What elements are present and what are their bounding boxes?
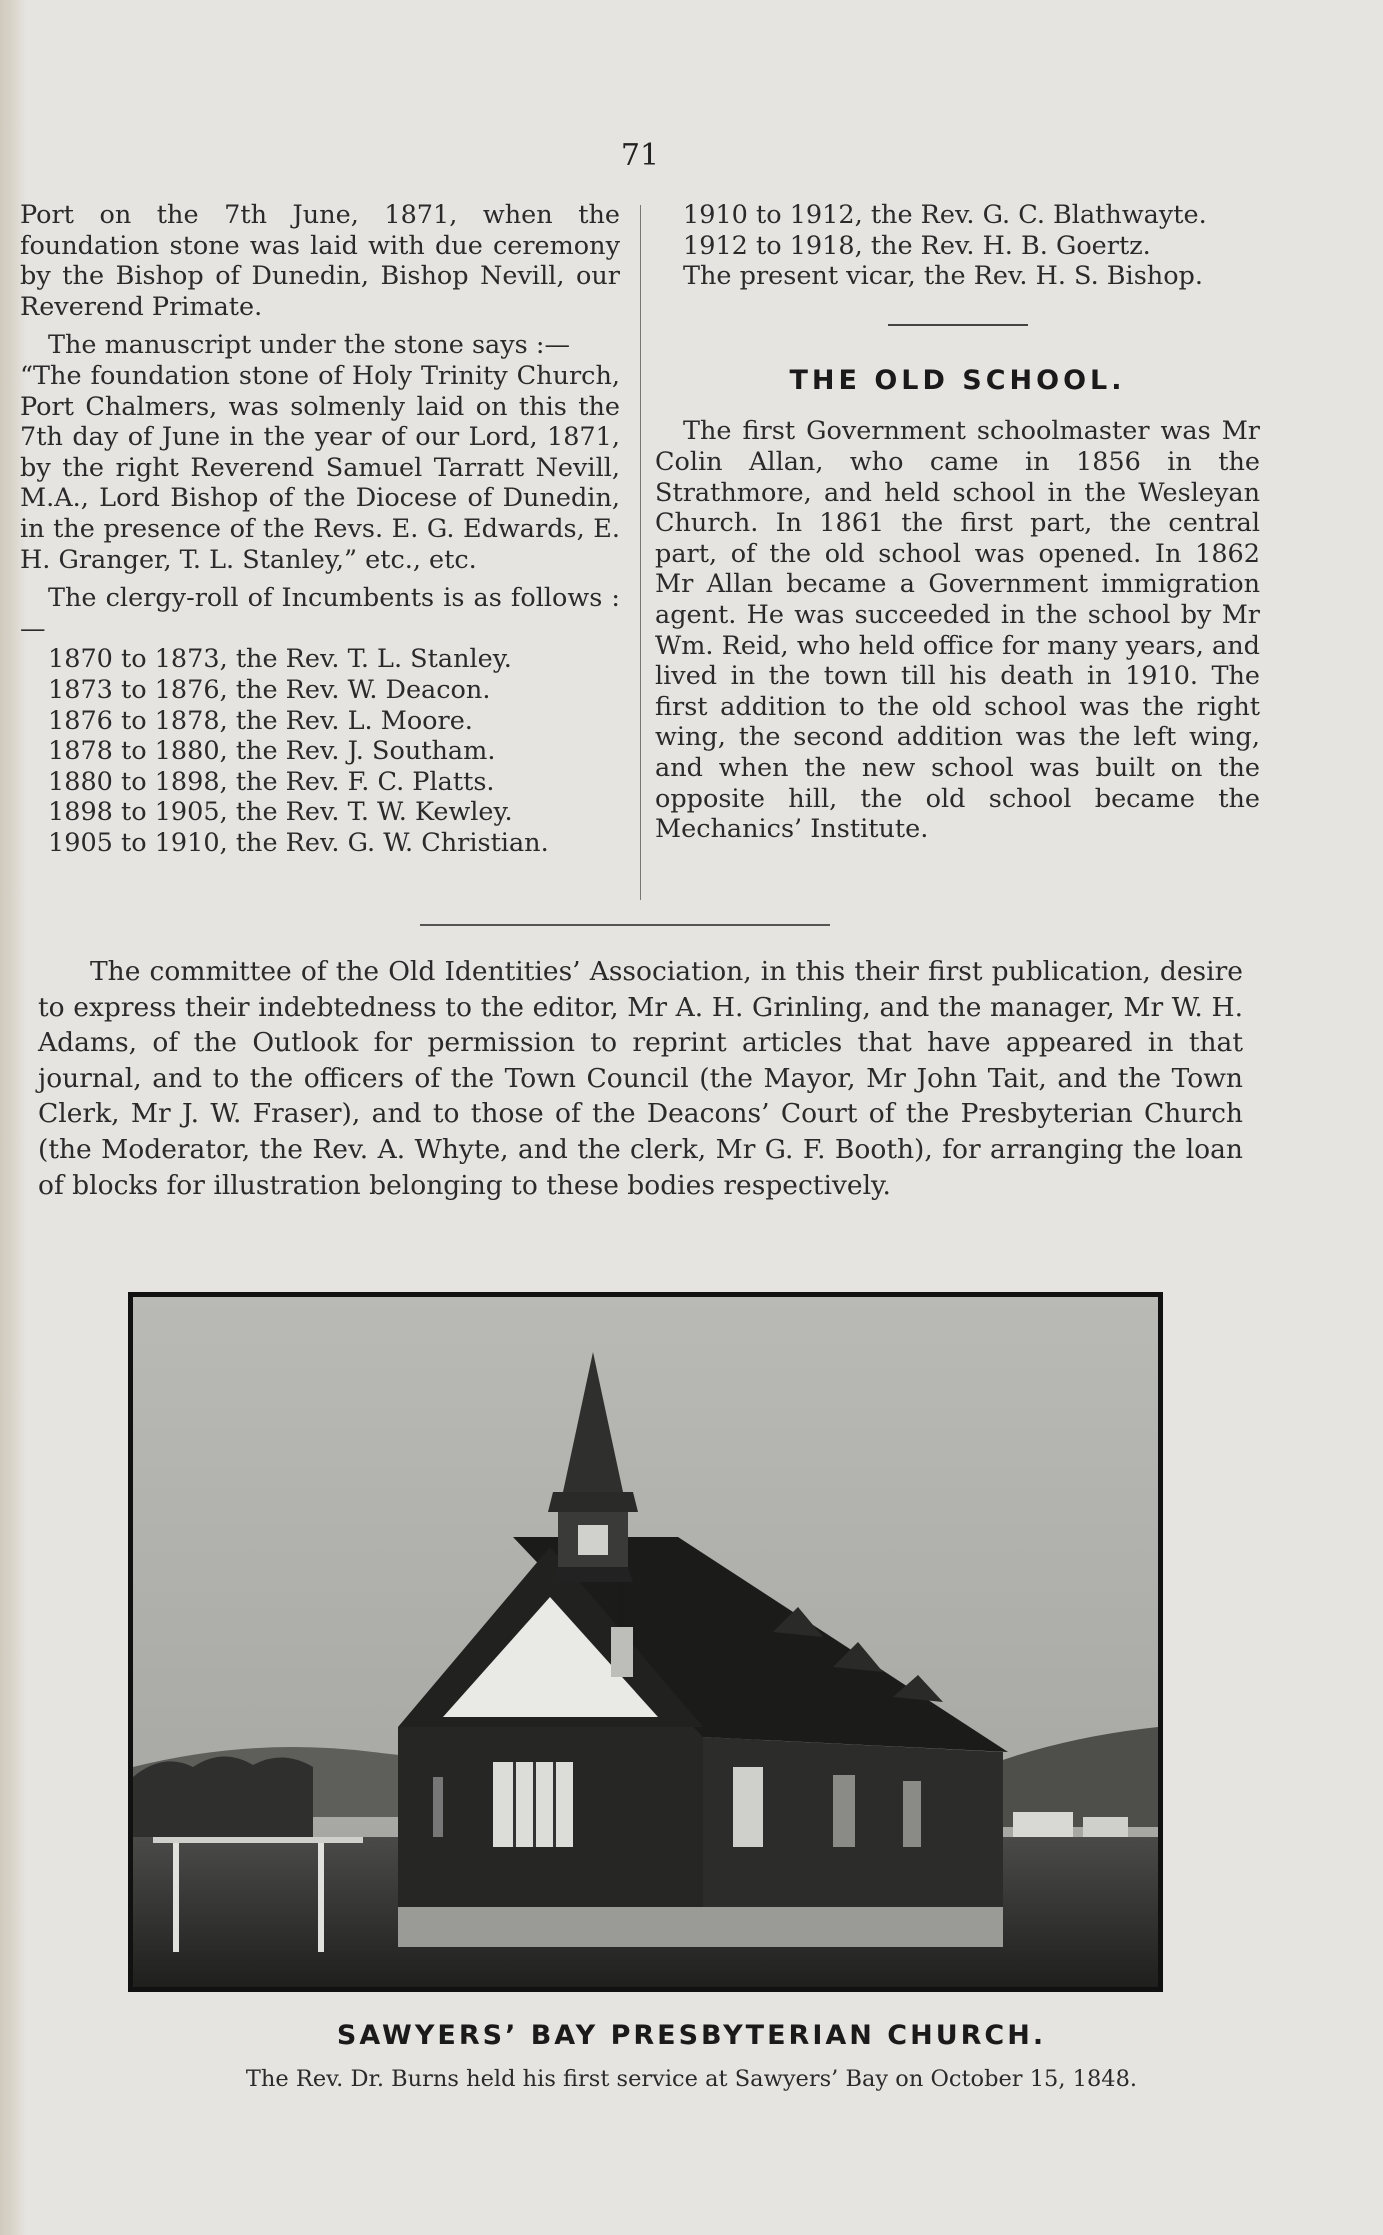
acknowledgement-paragraph: The committee of the Old Identities’ Association, in this their first publication, desire to express their indebtedness to the editor, Mr A. H. Grinling, and the manager, Mr W. H. Adams, of the Outlook for permission to reprint articles that have appeared in that journal, and to the officers of the Town Council (the Mayor, Mr John Tait, and the Town Clerk, Mr J. W. Fraser), and to those of the Deacons’ Court of the Presbyterian Church (the Moderator, the Rev. A. Whyte, and the clerk, Mr G. F. Booth), for arranging the loan of blocks for illustration belonging to these bodies respectively.: [38, 956, 1243, 1201]
clergy-roll-continued: [655, 200, 1260, 292]
clergy-roll-item: 1880 to 1898, the Rev. F. C. Platts.: [48, 766, 495, 797]
church-photograph: [128, 1292, 1163, 1992]
acknowledgement-rule: [420, 924, 830, 926]
section-rule: [888, 324, 1028, 326]
manuscript-intro: The manuscript under the stone says :—: [48, 330, 570, 361]
right-column: [655, 200, 1260, 845]
acknowledgement-section: [38, 954, 1243, 1203]
left-column: [20, 200, 620, 858]
clergy-roll-item: 1910 to 1912, the Rev. G. C. Blathwayte.: [683, 200, 1207, 230]
clergy-roll-item: 1905 to 1910, the Rev. G. W. Christian.: [48, 827, 549, 858]
clergy-roll-item: 1878 to 1880, the Rev. J. Southam.: [48, 736, 496, 767]
clergy-roll-item: 1898 to 1905, the Rev. T. W. Kewley.: [48, 797, 513, 828]
figure-caption-subtitle: The Rev. Dr. Burns held his first service at Sawyers’ Bay on October 15, 1848.: [245, 2066, 1138, 2092]
manuscript-quote: “The foundation stone of Holy Trinity Church, Port Chalmers, was solmenly laid on this the 7th day of June in the year of our Lord, 1871, by the right Reverend Samuel Tarratt Nevill, M.A., Lord Bishop of the Diocese of Dunedin, in the presence of the Revs. E. G. Edwards, E. H. Granger, T. L. Stanley,” etc., etc.: [20, 360, 620, 575]
clergy-roll-item: 1876 to 1878, the Rev. L. Moore.: [48, 705, 473, 736]
page-number: 71: [620, 138, 660, 173]
clergy-roll-item: 1912 to 1918, the Rev. H. B. Goertz.: [683, 230, 1151, 261]
clergy-roll-intro: The clergy-roll of Incumbents is as follows :—: [20, 583, 620, 644]
clergy-roll-item: 1870 to 1873, the Rev. T. L. Stanley.: [48, 644, 512, 675]
clergy-roll-list: [20, 644, 620, 858]
continuation-paragraph: Port on the 7th June, 1871, when the foundation stone was laid with due ceremony by the Bishop of Dunedin, Bishop Nevill, our Reverend Primate.: [20, 200, 620, 322]
column-divider: [640, 205, 641, 900]
clergy-roll-item: 1873 to 1876, the Rev. W. Deacon.: [48, 674, 491, 705]
clergy-roll-item: The present vicar, the Rev. H. S. Bishop.: [683, 261, 1203, 292]
old-school-heading: THE OLD SCHOOL.: [789, 364, 1126, 396]
figure-caption-title: SAWYERS’ BAY PRESBYTERIAN CHURCH.: [336, 2020, 1047, 2051]
old-school-paragraph: The first Government schoolmaster was Mr Colin Allan, who came in 1856 in the Strathmore, and held school in the Wesleyan Church. In 1861 the first part, the central part, of the old school was opened. In 1862 Mr Allan became a Government immigration agent. He was succeeded in the school by Mr Wm. Reid, who held office for many years, and lived in the town till his death in 1910. The first addition to the old school was the right wing, the second addition was the left wing, and when the new school was built on the opposite hill, the old school became the Mechanics’ Institute.: [655, 416, 1260, 845]
